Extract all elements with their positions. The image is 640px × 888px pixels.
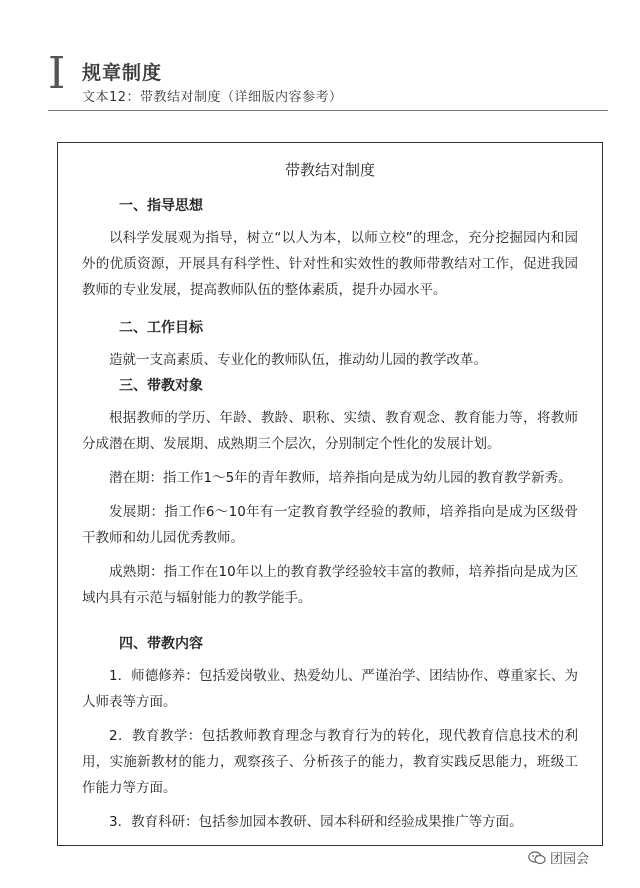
- paragraph: 造就一支高素质、专业化的教师队伍，推动幼儿园的教学改革。: [109, 352, 487, 368]
- paragraph: 以科学发展观为指导，树立“以人为本，以师立校”的理念，充分挖掘园内和园外的优质资源，开展具有科学性、针对性和实效性的教师带教结对工作，促进我园教师的专业发展，提高教师队伍的整体素质，提升办园水平。: [82, 230, 578, 298]
- section-heading: 三、带教对象: [119, 378, 203, 394]
- document-frame: [57, 142, 603, 846]
- watermark-text: 团园会: [550, 852, 590, 867]
- roman-numeral: I: [48, 48, 66, 99]
- document-subtitle: 文本12：带教结对制度（详细版内容参考）: [82, 90, 343, 105]
- paragraph: 成熟期：指工作在10年以上的教育教学经验较丰富的教师，培养指向是成为区域内具有示范与辐射能力的教学能手。: [82, 564, 578, 606]
- section-heading: 四、带教内容: [119, 636, 203, 652]
- paragraph: 根据教师的学历、年龄、教龄、职称、实绩、教育观念、教育能力等，将教师分成潜在期、发展期、成熟期三个层次，分别制定个性化的发展计划。: [82, 410, 578, 452]
- paragraph: 3．教育科研：包括参加园本教研、园本科研和经验成果推广等方面。: [109, 814, 523, 830]
- paragraph: 发展期：指工作6～10年有一定教育教学经验的教师，培养指向是成为区级骨干教师和幼儿园优秀教师。: [82, 504, 578, 546]
- document-title: 带教结对制度: [284, 161, 375, 179]
- watermark: [528, 848, 589, 867]
- paragraph: 2．教育教学：包括教师教育理念与教育行为的转化，现代教育信息技术的利用，实施新教材的能力，观察孩子、分析孩子的能力，教育实践反思能力，班级工作能力等方面。: [82, 728, 578, 796]
- paragraph: 潜在期：指工作1～5年的青年教师，培养指向是成为幼儿园的教育教学新秀。: [109, 470, 572, 486]
- paragraph: 1．师德修养：包括爱岗敬业、热爱幼儿、严谨治学、团结协作、尊重家长、为人师表等方面。: [82, 668, 578, 710]
- header-divider: [48, 110, 608, 111]
- document-body: [82, 193, 578, 835]
- wechat-icon: [528, 851, 546, 865]
- section-title: 规章制度: [82, 62, 163, 84]
- section-heading: 二、工作目标: [119, 320, 203, 336]
- section-heading: 一、指导思想: [119, 198, 203, 214]
